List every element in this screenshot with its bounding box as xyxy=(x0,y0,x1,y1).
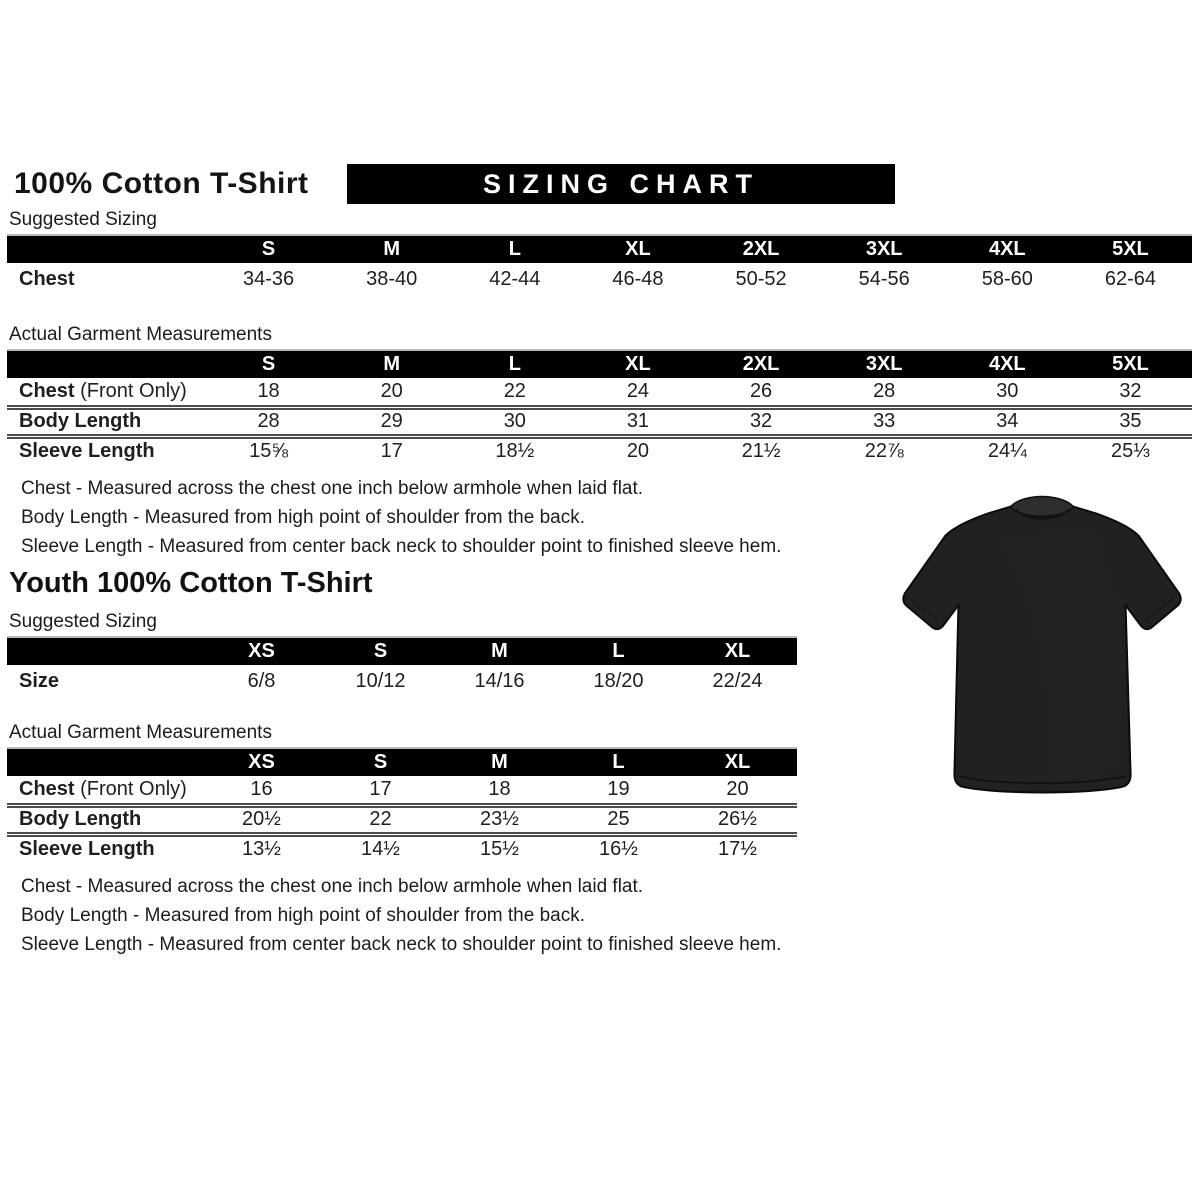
table-row-chest xyxy=(7,776,797,805)
youth-suggested-section xyxy=(7,606,797,697)
header-row xyxy=(7,351,1192,378)
size-cell: 20 xyxy=(726,777,749,800)
size-cell: 21½ xyxy=(700,436,823,465)
size-cell: 32 xyxy=(1119,379,1142,402)
size-cell: 28 xyxy=(207,407,330,436)
size-cell: 54-56 xyxy=(858,267,910,290)
table-row-sleeve-length xyxy=(7,834,797,863)
adult-actual-table xyxy=(7,351,1192,465)
table-row-chest xyxy=(7,378,1192,407)
tshirt-photo xyxy=(891,476,1193,824)
adult-suggested-table xyxy=(7,236,1192,295)
header-cell: S xyxy=(207,236,330,263)
row-label: Body Length xyxy=(7,805,202,834)
size-cell: 17½ xyxy=(678,834,797,863)
note-body-length: Body Length - Measured from high point of shoulder from the back. xyxy=(21,507,585,528)
header-cell: XL xyxy=(678,749,797,776)
banner-text: SIZING CHART xyxy=(483,168,759,199)
header-cell-empty xyxy=(7,638,202,665)
header-cell: 3XL xyxy=(823,236,946,263)
size-cell: 25⅓ xyxy=(1069,436,1192,465)
size-cell: 26½ xyxy=(678,805,797,834)
size-cell: 34 xyxy=(946,407,1069,436)
table-row-body-length xyxy=(7,805,797,834)
size-cell: 31 xyxy=(576,407,699,436)
adult-suggested-label: Suggested Sizing xyxy=(7,204,1192,236)
size-cell: 25 xyxy=(559,805,678,834)
size-cell: 16 xyxy=(250,777,273,800)
size-cell: 29 xyxy=(330,407,453,436)
note-chest: Chest - Measured across the chest one inch below armhole when laid flat. xyxy=(21,478,644,499)
black-tshirt-illustration xyxy=(891,476,1193,824)
size-cell: 16½ xyxy=(559,834,678,863)
row-label: Size xyxy=(19,669,60,692)
size-cell: 24 xyxy=(626,379,650,402)
row-label: Sleeve Length xyxy=(7,436,207,465)
youth-measurement-notes xyxy=(7,872,1200,959)
header-row xyxy=(7,638,797,665)
header-cell: 3XL xyxy=(823,351,946,378)
adult-actual-label: Actual Garment Measurements xyxy=(7,319,1192,351)
size-cell: 15⅝ xyxy=(207,436,330,465)
header-cell: XS xyxy=(202,749,321,776)
youth-actual-label: Actual Garment Measurements xyxy=(7,717,797,749)
size-cell: 22 xyxy=(503,379,526,402)
youth-actual-section xyxy=(7,717,797,863)
note-sleeve-length: Sleeve Length - Measured from center back neck to shoulder point to finished sleeve hem. xyxy=(21,536,782,557)
size-cell: 13½ xyxy=(202,834,321,863)
page-title: 100% Cotton T-Shirt xyxy=(14,167,309,200)
size-cell: 22/24 xyxy=(712,669,763,692)
size-cell: 19 xyxy=(607,777,630,800)
size-cell: 6/8 xyxy=(247,669,276,692)
size-cell: 50-52 xyxy=(735,267,787,290)
size-cell: 18/20 xyxy=(593,669,644,692)
size-cell: 18 xyxy=(488,777,511,800)
header-cell: M xyxy=(440,638,559,665)
size-cell: 20 xyxy=(380,379,403,402)
header-cell: L xyxy=(453,236,576,263)
table-row-size xyxy=(7,665,797,697)
size-cell: 14½ xyxy=(321,834,440,863)
header-cell: 2XL xyxy=(700,351,823,378)
adult-actual-section xyxy=(7,319,1192,465)
size-cell: 28 xyxy=(873,379,896,402)
header-cell: 5XL xyxy=(1069,351,1192,378)
row-label: Body Length xyxy=(7,407,207,436)
adult-suggested-section xyxy=(7,204,1192,295)
size-cell: 20 xyxy=(576,436,699,465)
header-cell: 4XL xyxy=(946,236,1069,263)
row-label: Chest (Front Only) xyxy=(19,379,187,402)
row-label: Chest xyxy=(19,267,75,290)
size-cell: 62-64 xyxy=(1104,267,1157,290)
header-cell: L xyxy=(559,638,678,665)
size-cell: 18½ xyxy=(453,436,576,465)
size-cell: 34-36 xyxy=(242,267,295,290)
header-cell-empty xyxy=(7,236,207,263)
note-body-length: Body Length - Measured from high point of shoulder from the back. xyxy=(21,905,585,926)
header-row xyxy=(7,749,797,776)
header-cell: S xyxy=(321,638,440,665)
size-cell: 23½ xyxy=(440,805,559,834)
header-cell: S xyxy=(321,749,440,776)
header-cell-empty xyxy=(7,749,202,776)
size-cell: 10/12 xyxy=(355,669,406,692)
youth-suggested-label: Suggested Sizing xyxy=(7,606,797,638)
size-cell: 30 xyxy=(996,379,1019,402)
size-cell: 14/16 xyxy=(474,669,525,692)
size-cell: 20½ xyxy=(202,805,321,834)
header-cell: XS xyxy=(202,638,321,665)
size-cell: 22 xyxy=(321,805,440,834)
size-cell: 22⅞ xyxy=(823,436,946,465)
size-cell: 38-40 xyxy=(366,267,418,290)
header-cell: M xyxy=(330,351,453,378)
table-row xyxy=(7,263,1192,295)
size-cell: 26 xyxy=(749,379,773,402)
size-cell: 24¼ xyxy=(946,436,1069,465)
header-cell: XL xyxy=(576,236,699,263)
size-cell: 46-48 xyxy=(612,267,664,290)
header-cell: XL xyxy=(576,351,699,378)
header-row xyxy=(7,164,1192,204)
header-cell: XL xyxy=(678,638,797,665)
sizing-chart-banner xyxy=(347,164,895,204)
note-chest: Chest - Measured across the chest one inch below armhole when laid flat. xyxy=(21,876,644,897)
header-cell: L xyxy=(453,351,576,378)
youth-actual-table xyxy=(7,749,797,863)
size-cell: 32 xyxy=(700,407,823,436)
size-cell: 33 xyxy=(823,407,946,436)
header-row xyxy=(7,236,1192,263)
row-label: Chest (Front Only) xyxy=(19,777,187,800)
size-cell: 18 xyxy=(257,379,280,402)
table-row-sleeve-length xyxy=(7,436,1192,465)
size-cell: 42-44 xyxy=(489,267,541,290)
header-cell: M xyxy=(330,236,453,263)
size-cell: 15½ xyxy=(440,834,559,863)
header-cell: S xyxy=(207,351,330,378)
youth-suggested-table xyxy=(7,638,797,697)
youth-section-title: Youth 100% Cotton T-Shirt xyxy=(9,567,373,599)
size-cell: 58-60 xyxy=(981,267,1033,290)
header-cell: 2XL xyxy=(700,236,823,263)
size-cell: 17 xyxy=(369,777,392,800)
note-sleeve-length: Sleeve Length - Measured from center back neck to shoulder point to finished sleeve hem. xyxy=(21,934,782,955)
header-cell: L xyxy=(559,749,678,776)
table-row-body-length xyxy=(7,407,1192,436)
size-cell: 30 xyxy=(453,407,576,436)
header-cell-empty xyxy=(7,351,207,378)
size-cell: 17 xyxy=(330,436,453,465)
header-cell: 5XL xyxy=(1069,236,1192,263)
header-cell: M xyxy=(440,749,559,776)
header-cell: 4XL xyxy=(946,351,1069,378)
row-label: Sleeve Length xyxy=(7,834,202,863)
size-cell: 35 xyxy=(1069,407,1192,436)
